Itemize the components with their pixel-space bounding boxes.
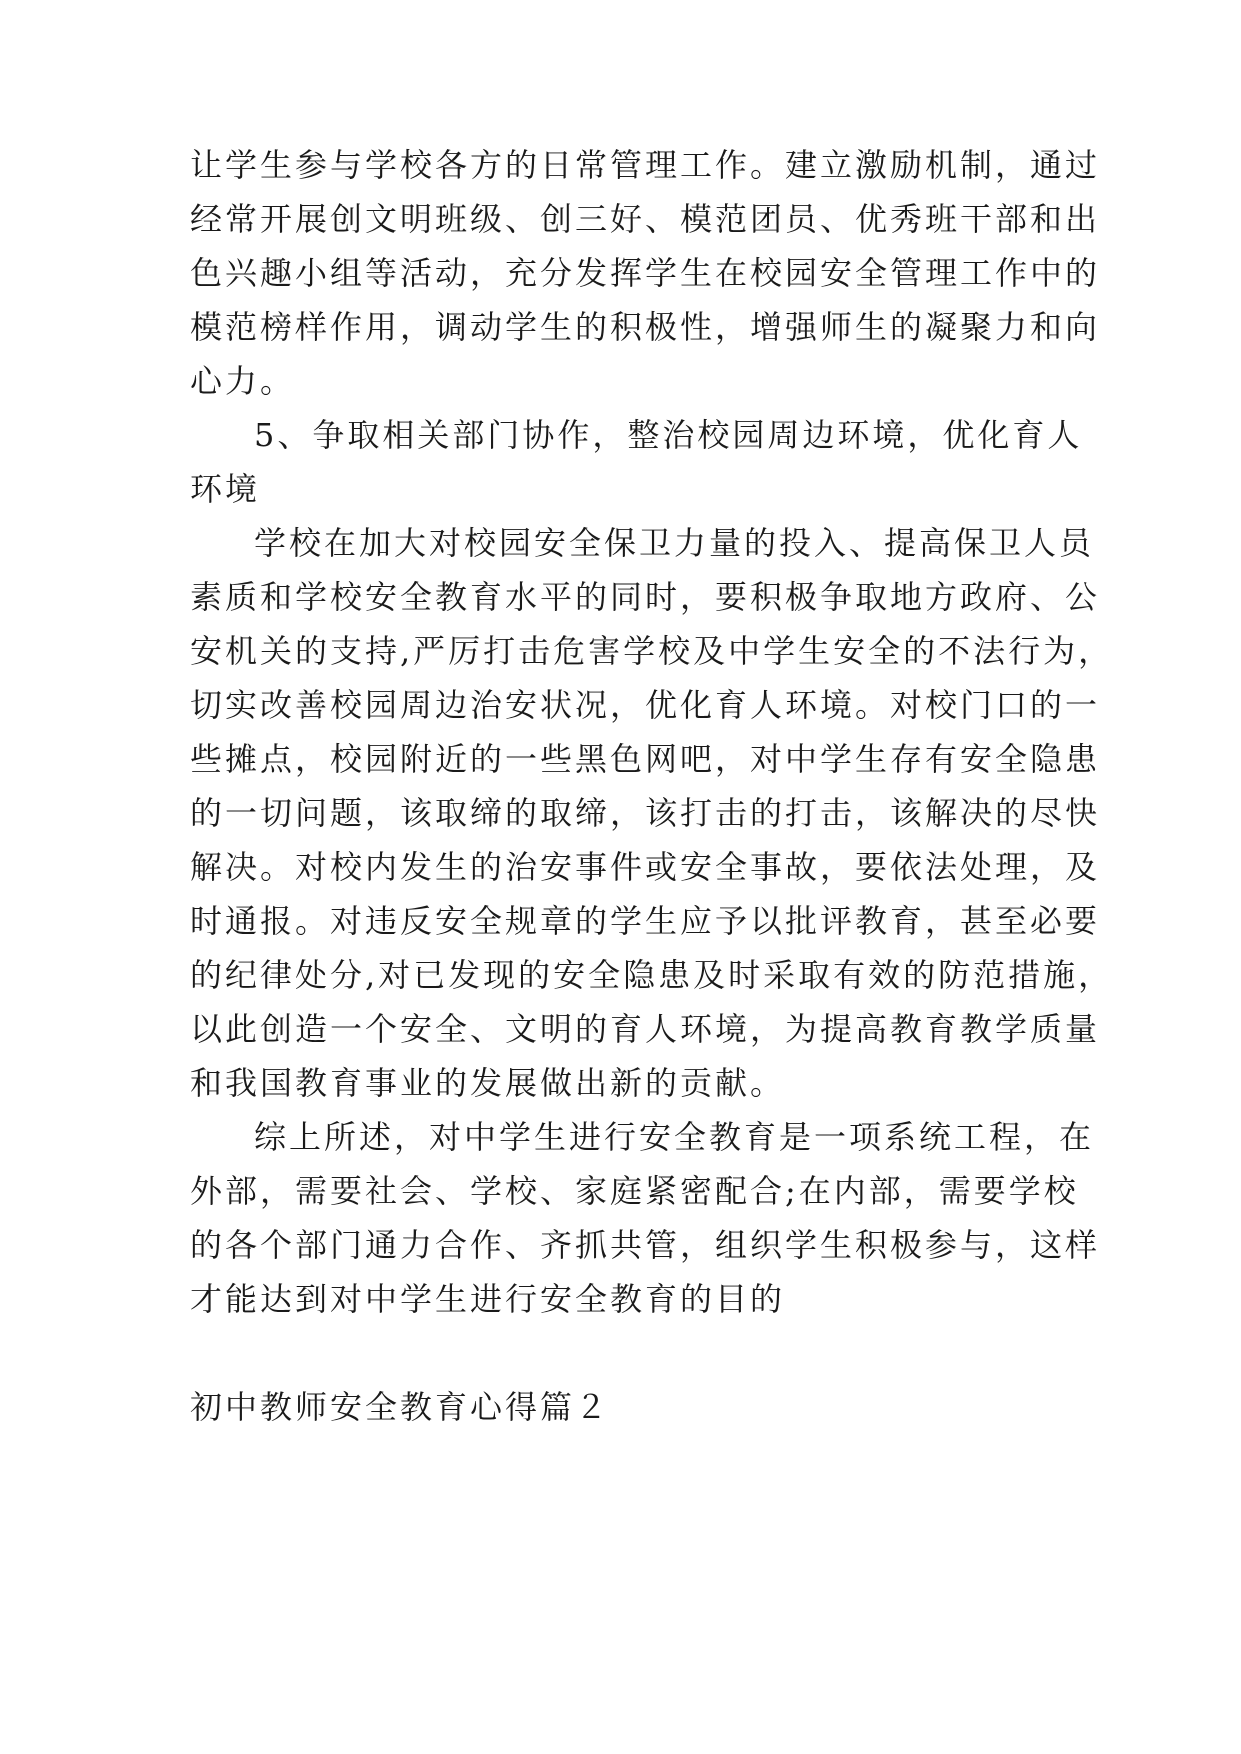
text-line: 些摊点，校园附近的一些黑色网吧，对中学生存有安全隐患 [190,740,1101,778]
text-line: 切实改善校园周边治安状况，优化育人环境。对校门口的一 [190,686,1101,724]
text-line: 的一切问题，该取缔的取缔，该打击的打击，该解决的尽快 [190,794,1101,832]
text-line: 和我国教育事业的发展做出新的贡献。 [190,1064,786,1102]
text-line: 才能达到对中学生进行安全教育的目的 [190,1280,786,1318]
text-line: 的各个部门通力合作、齐抓共管，组织学生积极参与，这样 [190,1226,1101,1264]
section-heading-continued: 环境 [190,470,261,508]
text-line: 的纪律处分,对已发现的安全隐患及时采取有效的防范措施， [190,956,1114,994]
text-line: 解决。对校内发生的治安事件或安全事故，要依法处理，及 [190,848,1101,886]
text-line: 安机关的支持,严厉打击危害学校及中学生安全的不法行为， [190,632,1114,670]
document-page [190,0,1114,1754]
text-line: 综上所述，对中学生进行安全教育是一项系统工程，在 [254,1118,1095,1156]
text-line: 以此创造一个安全、文明的育人环境，为提高教育教学质量 [190,1010,1101,1048]
text-line: 学校在加大对校园安全保卫力量的投入、提高保卫人员 [254,524,1095,562]
section-heading: 5、争取相关部门协作，整治校园周边环境，优化育人 [254,416,1083,454]
text-line: 外部，需要社会、学校、家庭紧密配合;在内部，需要学校 [190,1172,1079,1210]
article-title: 初中教师安全教育心得篇２ [190,1388,611,1426]
text-line: 色兴趣小组等活动，充分发挥学生在校园安全管理工作中的 [190,254,1101,292]
text-line: 让学生参与学校各方的日常管理工作。建立激励机制，通过 [190,146,1101,184]
text-line: 经常开展创文明班级、创三好、模范团员、优秀班干部和出 [190,200,1101,238]
text-line: 素质和学校安全教育水平的同时，要积极争取地方政府、公 [190,578,1101,616]
text-line: 时通报。对违反安全规章的学生应予以批评教育，甚至必要 [190,902,1101,940]
text-line: 心力。 [190,362,296,400]
text-line: 模范榜样作用，调动学生的积极性，增强师生的凝聚力和向 [190,308,1101,346]
